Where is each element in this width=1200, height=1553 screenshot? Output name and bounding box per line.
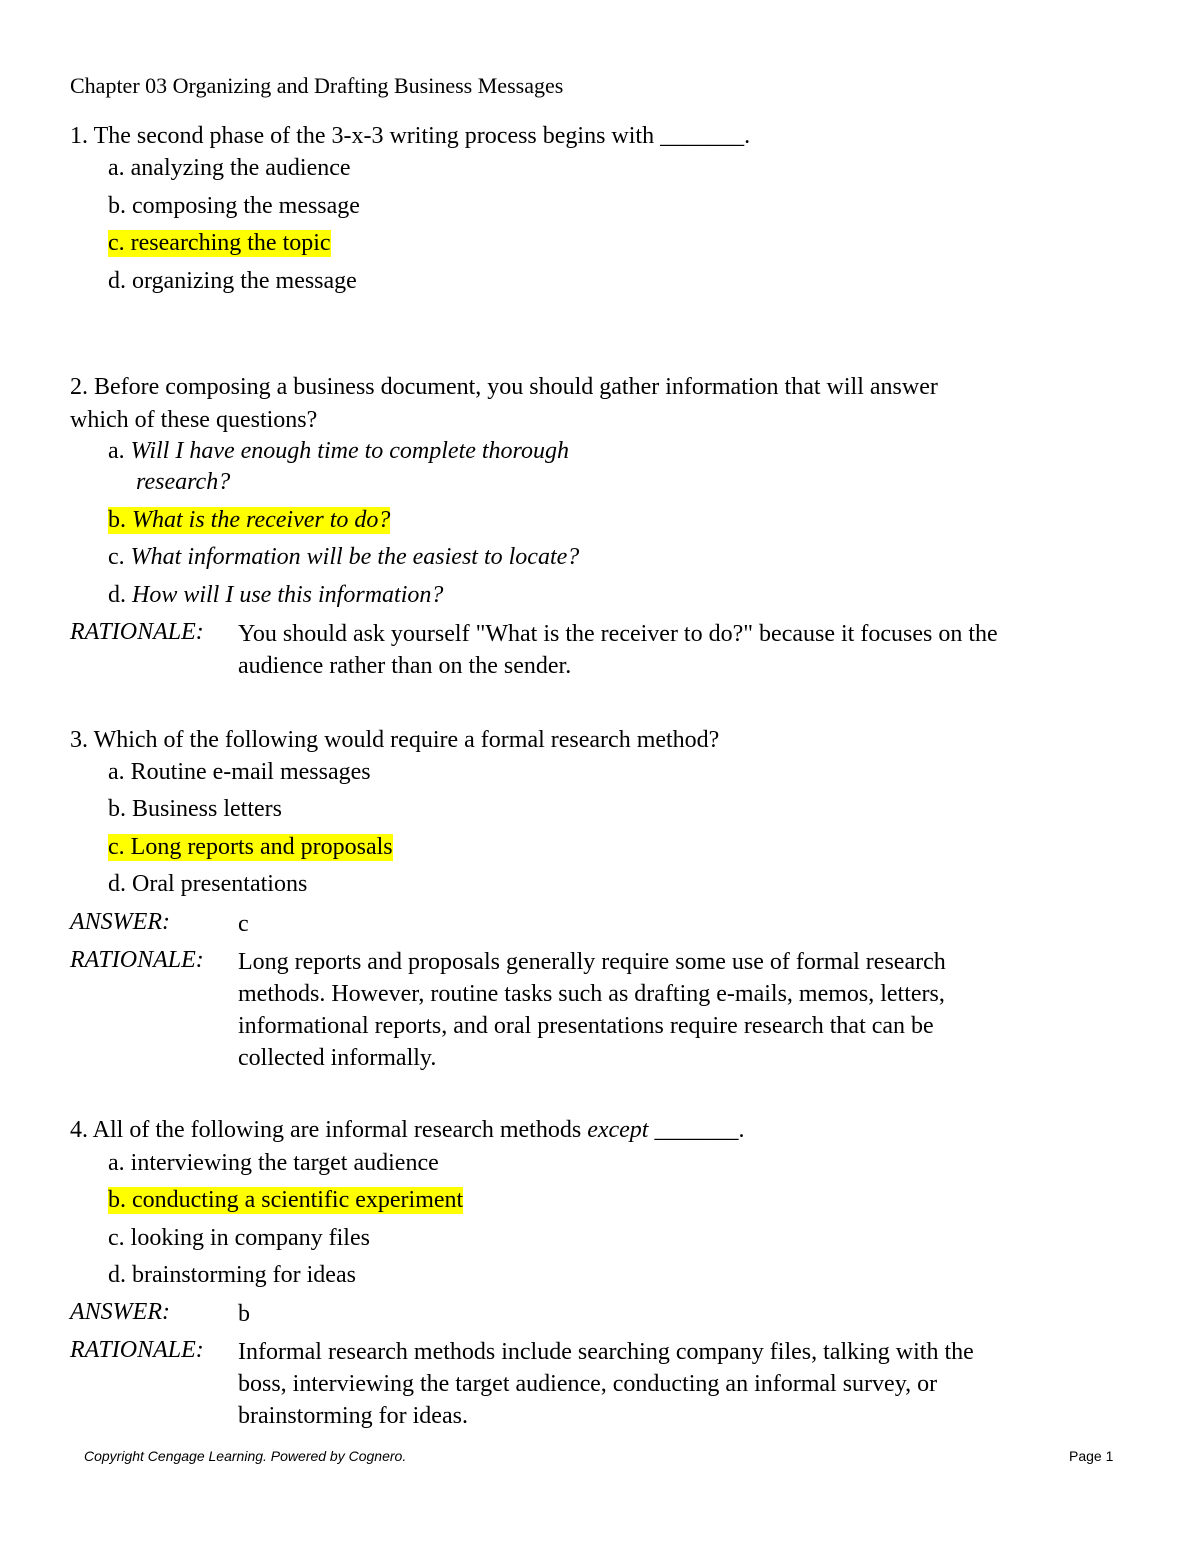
option-text: How will I use this information? [132, 582, 444, 608]
option-text: Will I have enough time to complete thorough [130, 438, 570, 464]
question-1-stem: 1. The second phase of the 3-x-3 writing process begins with _______. [70, 123, 751, 149]
question-2-rationale-line1: You should ask yourself "What is the receiver to do?" because it focuses on the [238, 621, 998, 647]
question-3-rationale-line3: informational reports, and oral presentations require research that can be [238, 1013, 934, 1039]
question-4-option-a: a. interviewing the target audience [108, 1150, 439, 1176]
question-2-option-b-highlighted [108, 507, 390, 534]
question-3-answer: c [238, 911, 249, 937]
question-2-option-a-line2: research? [136, 469, 231, 495]
question-1-option-a: a. analyzing the audience [108, 155, 351, 181]
question-3-option-c-highlighted: c. Long reports and proposals [108, 834, 393, 860]
question-2-stem-line1: 2. Before composing a business document, you should gather information that will answer [70, 374, 938, 400]
question-4-rationale-label: RATIONALE: [70, 1337, 204, 1363]
question-3-option-a: a. Routine e-mail messages [108, 759, 371, 785]
question-4-stem [70, 1114, 744, 1146]
question-4-option-b-highlighted: b. conducting a scientific experiment [108, 1187, 464, 1213]
question-4-option-d: d. brainstorming for ideas [108, 1262, 356, 1288]
question-3-option-d: d. Oral presentations [108, 871, 308, 897]
question-3-rationale-line2: methods. However, routine tasks such as drafting e-mails, memos, letters, [238, 981, 945, 1007]
stem-emphasis: except [587, 1117, 649, 1143]
footer-page-number: Page 1 [1069, 1448, 1114, 1464]
question-1-option-b: b. composing the message [108, 193, 360, 219]
question-2-stem-line2: which of these questions? [70, 407, 318, 433]
stem-prefix: 4. All of the following are informal research methods [70, 1117, 582, 1143]
question-2-rationale-line2: audience rather than on the sender. [238, 653, 572, 679]
option-text: What is the receiver to do? [132, 507, 391, 533]
option-letter: a. [108, 438, 125, 464]
option-letter: d. [108, 582, 126, 608]
stem-suffix: _______. [654, 1117, 745, 1143]
question-2-option-c [108, 544, 579, 571]
question-4-rationale-line1: Informal research methods include searching company files, talking with the [238, 1339, 974, 1365]
question-4-rationale-line3: brainstorming for ideas. [238, 1403, 468, 1429]
question-4-rationale-line2: boss, interviewing the target audience, conducting an informal survey, or [238, 1371, 938, 1397]
question-3-option-b: b. Business letters [108, 796, 282, 822]
page-title: Chapter 03 Organizing and Drafting Business Messages [70, 73, 564, 98]
question-1-option-c-highlighted: c. researching the topic [108, 230, 331, 256]
question-3-rationale-line1: Long reports and proposals generally require some use of formal research [238, 949, 946, 975]
option-letter: c. [108, 544, 125, 570]
question-1-option-d: d. organizing the message [108, 268, 357, 294]
question-3-stem: 3. Which of the following would require a formal research method? [70, 727, 720, 753]
question-4-answer: b [238, 1301, 250, 1327]
question-2-option-a [108, 438, 569, 465]
footer-copyright: Copyright Cengage Learning. Powered by Cognero. [84, 1448, 407, 1464]
question-4-answer-label: ANSWER: [70, 1299, 170, 1325]
option-text: What information will be the easiest to locate? [130, 544, 580, 570]
option-letter: b. [108, 507, 126, 533]
question-3-answer-label: ANSWER: [70, 909, 170, 935]
question-2-option-d [108, 582, 443, 609]
question-3-rationale-label: RATIONALE: [70, 947, 204, 973]
question-3-rationale-line4: collected informally. [238, 1045, 437, 1071]
question-2-rationale-label: RATIONALE: [70, 619, 204, 645]
question-4-option-c: c. looking in company files [108, 1225, 370, 1251]
